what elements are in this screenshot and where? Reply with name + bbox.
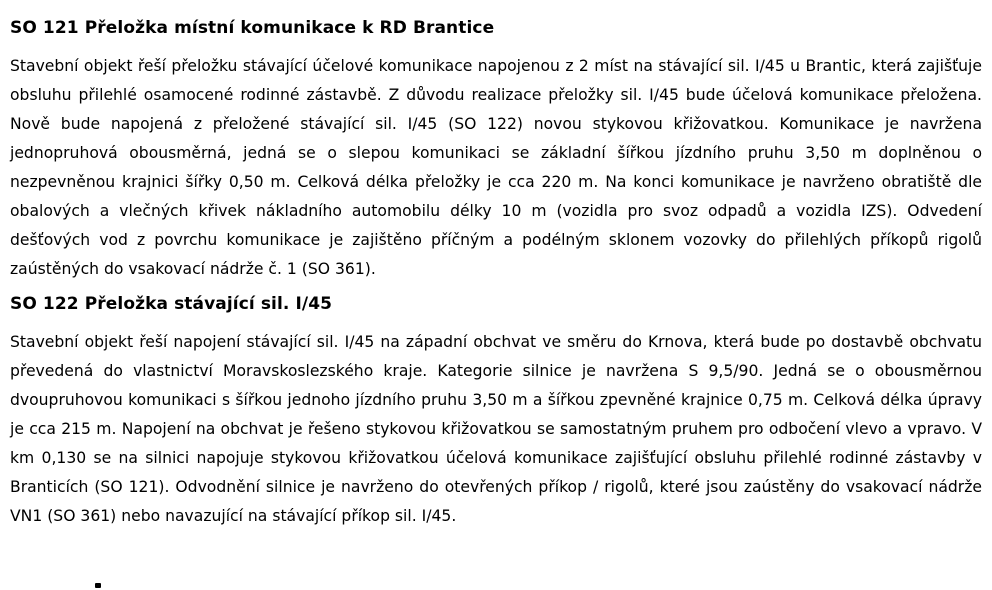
- section-body-so-121: Stavební objekt řeší přeložku stávající účelové komunikace napojenou z 2 míst na stávající sil. I/45 u Brantic, která zajišťuje obsluhu přilehlé osamocené rodinné zástavbě. Z důvodu realizace přeložky sil. I/45 bude účelová komunikace přeložena. Nově bude napojená z přeložené stávající sil. I/45 (SO 122) novou stykovou křižovatkou. Komunikace je navržena jednopruhová obousměrná, jedná se o slepou komunikaci se základní šířkou jízdního pruhu 3,50 m doplněnou o nezpevněnou krajnici šířky 0,50 m. Celková délka přeložky je cca 220 m. Na konci komunikace je navrženo obratiště dle obalových a vlečných křivek nákladního automobilu délky 10 m (vozidla pro svoz odpadů a vozidla IZS). Odvedení dešťových vod z povrchu komunikace je zajištěno příčným a podélným sklonem vozovky do přilehlých příkopů rigolů zaústěných do vsakovací nádrže č. 1 (SO 361).: [10, 57, 982, 278]
- section-heading-so-121: SO 121 Přeložka místní komunikace k RD Brantice: [10, 18, 495, 38]
- section-so-121: [10, 17, 982, 284]
- section-heading-so-122: SO 122 Přeložka stávající sil. I/45: [10, 294, 333, 314]
- section-body-so-122: Stavební objekt řeší napojení stávající sil. I/45 na západní obchvat ve směru do Krnova, která bude po dostavbě obchvatu převedená do vlastnictví Moravskoslezského kraje. Kategorie silnice je navržena S 9,5/90. Jedná se o obousměrnou dvoupruhovou komunikaci s šířkou jednoho jízdního pruhu 3,50 m a šířkou zpevněné krajnice 0,75 m. Celková délka úpravy je cca 215 m. Napojení na obchvat je řešeno stykovou křižovatkou se samostatným pruhem pro odbočení vlevo a vpravo. V km 0,130 se na silnici napojuje stykovou křižovatkou účelová komunikace zajišťující obsluhu přilehlé rodinné zástavby v Branticích (SO 121). Odvodnění silnice je navrženo do otevřených příkop / rigolů, které jsou zaústěny do vsakovací nádrže VN1 (SO 361) nebo navazující na stávající příkop sil. I/45.: [10, 333, 982, 525]
- clipped-next-heading-fragment: [95, 583, 101, 588]
- section-so-122: [10, 293, 982, 531]
